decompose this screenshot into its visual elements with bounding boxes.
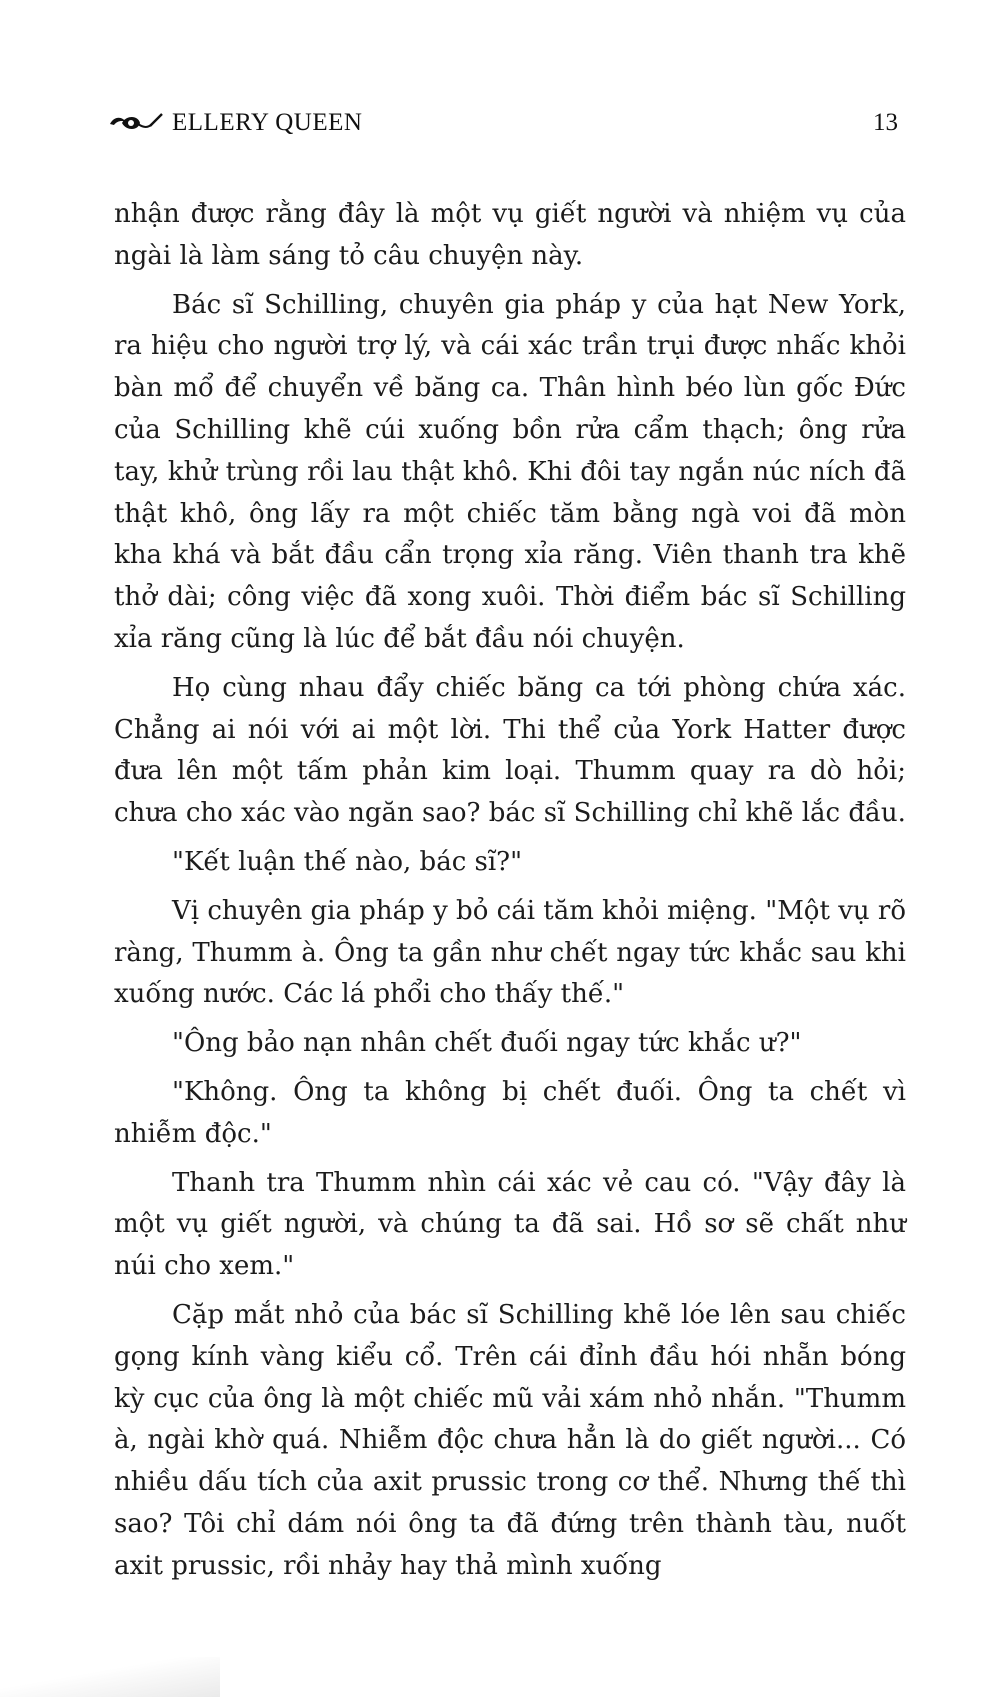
paragraph-5: Vị chuyên gia pháp y bỏ cái tăm khỏi miệng. "Một vụ rõ ràng, Thumm à. Ông ta gần như chết ngay tức khắc sau khi xuống nước. Các lá phổi cho thấy thế." (114, 895, 906, 1010)
paragraph-2: Bác sĩ Schilling, chuyên gia pháp y của hạt New York, ra hiệu cho người trợ lý, và cái xác trần trụi được nhấc khỏi bàn mổ để chuyển về băng ca. Thân hình béo lùn gốc Đức của Schilling khẽ cúi xuống bồn rửa cẩm thạch; ông rửa tay, khử trùng rồi lau thật khô. Khi đôi tay ngắn núc ních đã thật khô, ông lấy ra một chiếc tăm bằng ngà voi đã mòn kha khá và bắt đầu cẩn trọng xỉa răng. Viên thanh tra khẽ thở dài; công việc đã xong xuôi. Thời điểm bác sĩ Schilling xỉa răng cũng là lúc để bắt đầu nói chuyện. (114, 289, 906, 654)
paragraph-6: "Ông bảo nạn nhân chết đuối ngay tức khắc ư?" (172, 1028, 802, 1059)
page-edge-shadow (0, 1657, 220, 1697)
running-header-left (108, 109, 362, 137)
fleuron-ornament-icon (108, 112, 164, 134)
paragraph-4: "Kết luận thế nào, bác sĩ?" (172, 846, 523, 877)
paragraph-8: Thanh tra Thumm nhìn cái xác vẻ cau có. "Vậy đây là một vụ giết người, và chúng ta đã sai. Hồ sơ sẽ chất như núi cho xem." (114, 1167, 906, 1282)
book-author: ELLERY QUEEN (172, 109, 363, 136)
page-number: 13 (873, 109, 898, 136)
paragraph-7: "Không. Ông ta không bị chết đuối. Ông ta chết vì nhiễm độc." (114, 1076, 906, 1149)
running-header (108, 106, 898, 140)
paragraph-1: nhận được rằng đây là một vụ giết người và nhiệm vụ của ngài là làm sáng tỏ câu chuyện này. (114, 199, 906, 271)
paragraph-3: Họ cùng nhau đẩy chiếc băng ca tới phòng chứa xác. Chẳng ai nói với ai một lời. Thi thể của York Hatter được đưa lên một tấm phản kim loại. Thumm quay ra dò hỏi; chưa cho xác vào ngăn sao? bác sĩ Schilling chỉ khẽ lắc đầu. (114, 672, 906, 829)
paragraph-9: Cặp mắt nhỏ của bác sĩ Schilling khẽ lóe lên sau chiếc gọng kính vàng kiểu cổ. Trên cái đỉnh đầu hói nhẵn bóng kỳ cục của ông là một chiếc mũ vải xám nhỏ nhắn. "Thumm à, ngài khờ quá. Nhiễm độc chưa hẳn là do giết người... Có nhiều dấu tích của axit prussic trong cơ thể. Nhưng thế thì sao? Tôi chỉ dám nói ông ta đã đứng trên thành tàu, nuốt axit prussic, rồi nhảy hay thả mình xuống (114, 1299, 906, 1581)
page-body (114, 194, 906, 1595)
